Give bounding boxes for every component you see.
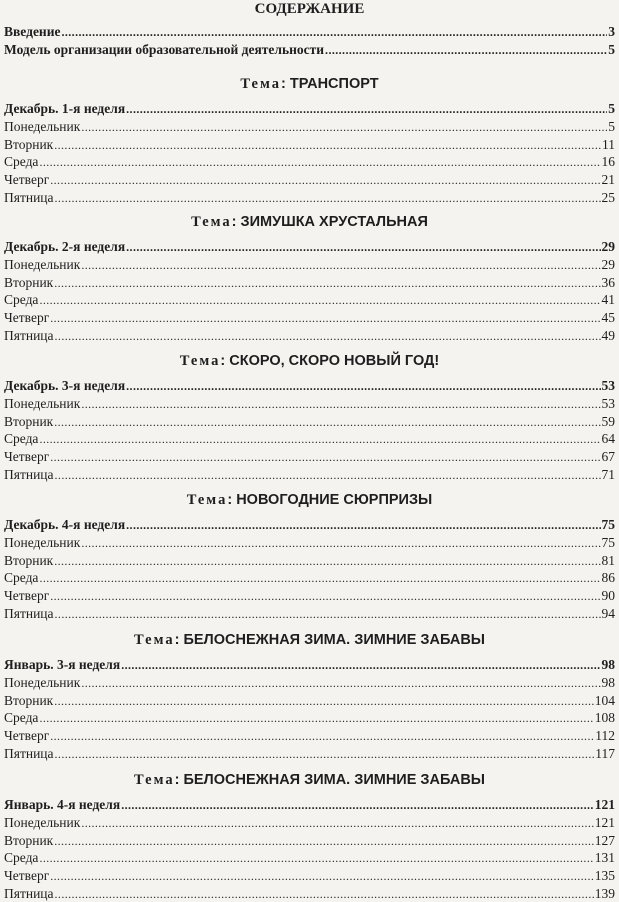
theme-name: ТРАНСПОРТ bbox=[289, 76, 379, 92]
entry-label: Понедельник bbox=[4, 674, 81, 690]
entry-page: 117 bbox=[595, 746, 615, 761]
entry-page: 25 bbox=[601, 190, 615, 205]
theme-name: БЕЛОСНЕЖНАЯ ЗИМА. ЗИМНИЕ ЗАБАВЫ bbox=[183, 772, 485, 788]
entry-page: 75 bbox=[601, 517, 615, 532]
leader-dots bbox=[50, 173, 600, 188]
entry-label: Вторник bbox=[4, 413, 54, 429]
leader-dots bbox=[50, 729, 594, 744]
entry-page: 139 bbox=[594, 886, 615, 901]
entry-page: 5 bbox=[608, 101, 615, 116]
toc-entry-day[interactable] bbox=[4, 309, 615, 326]
leader-dots bbox=[126, 379, 600, 394]
entry-label: Пятница bbox=[4, 886, 54, 901]
leader-dots bbox=[54, 138, 601, 153]
entry-page: 98 bbox=[601, 674, 615, 690]
entry-page: 29 bbox=[601, 239, 615, 254]
toc-entry-week[interactable] bbox=[4, 796, 615, 813]
toc-entry-day[interactable] bbox=[4, 534, 615, 551]
entry-page: 5 bbox=[608, 42, 615, 57]
toc-entry-day[interactable] bbox=[4, 867, 615, 884]
toc-entry-intro[interactable] bbox=[4, 23, 615, 40]
entry-page: 49 bbox=[601, 328, 615, 343]
toc-entry-model[interactable] bbox=[4, 41, 615, 58]
leader-dots bbox=[50, 589, 600, 604]
toc-entry-day[interactable] bbox=[4, 274, 615, 291]
entry-label: Четверг bbox=[4, 449, 50, 465]
entry-page: 36 bbox=[601, 274, 615, 290]
entry-label: Понедельник bbox=[4, 256, 81, 272]
entry-label: Четверг bbox=[4, 172, 50, 188]
leader-dots bbox=[54, 694, 594, 709]
theme-prefix: Тема bbox=[134, 632, 175, 648]
leader-dots bbox=[50, 869, 594, 884]
entry-page: 53 bbox=[601, 395, 615, 411]
entry-page: 98 bbox=[601, 657, 615, 672]
leader-dots bbox=[81, 536, 600, 551]
leader-dots bbox=[39, 851, 593, 866]
leader-dots bbox=[55, 468, 601, 483]
leader-dots bbox=[325, 43, 607, 58]
entry-label: Вторник bbox=[4, 136, 54, 152]
toc-entry-day[interactable] bbox=[4, 605, 615, 622]
entry-label: Январь. 3-я неделя bbox=[4, 657, 121, 672]
leader-dots bbox=[81, 120, 607, 135]
leader-dots bbox=[50, 450, 600, 465]
entry-label: Среда bbox=[4, 292, 39, 308]
toc-entry-day[interactable] bbox=[4, 395, 615, 412]
entry-page: 108 bbox=[594, 710, 615, 726]
entry-label: Четверг bbox=[4, 728, 50, 744]
toc-entry-day[interactable] bbox=[4, 885, 615, 902]
entry-label: Декабрь. 1-я неделя bbox=[4, 101, 126, 116]
entry-label: Пятница bbox=[4, 746, 54, 761]
leader-dots bbox=[39, 293, 600, 308]
entry-page: 5 bbox=[608, 118, 615, 134]
entry-page: 64 bbox=[601, 431, 615, 447]
theme-prefix: Тема bbox=[240, 76, 281, 92]
toc-entry-day[interactable] bbox=[4, 256, 615, 273]
entry-label: Пятница bbox=[4, 190, 54, 205]
entry-page: 112 bbox=[595, 728, 615, 744]
toc-entry-day[interactable] bbox=[4, 118, 615, 135]
entry-page: 121 bbox=[594, 814, 615, 830]
entry-page: 3 bbox=[608, 24, 615, 39]
theme-name: НОВОГОДНИЕ СЮРПРИЗЫ bbox=[236, 492, 433, 508]
leader-dots bbox=[55, 747, 595, 762]
toc-entry-week[interactable] bbox=[4, 656, 615, 673]
section-theme-heading bbox=[0, 770, 619, 790]
entry-label: Понедельник bbox=[4, 534, 81, 550]
section-theme-heading bbox=[0, 490, 619, 510]
leader-dots bbox=[126, 518, 600, 533]
leader-dots bbox=[54, 834, 594, 849]
toc-entry-week[interactable] bbox=[4, 238, 615, 255]
leader-dots bbox=[39, 432, 600, 447]
entry-page: 29 bbox=[601, 256, 615, 272]
toc-entry-day[interactable] bbox=[4, 552, 615, 569]
theme-colon: : bbox=[174, 772, 184, 788]
theme-prefix: Тема bbox=[186, 492, 228, 508]
entry-label: Четверг bbox=[4, 868, 50, 884]
toc-entry-day[interactable] bbox=[4, 709, 615, 726]
entry-page: 104 bbox=[594, 692, 615, 708]
entry-label: Введение bbox=[4, 24, 61, 39]
entry-page: 81 bbox=[601, 552, 615, 568]
theme-colon: : bbox=[231, 214, 241, 230]
leader-dots bbox=[81, 676, 600, 691]
entry-label: Понедельник bbox=[4, 395, 81, 411]
toc-entry-day[interactable] bbox=[4, 587, 615, 604]
entry-label: Среда bbox=[4, 710, 39, 726]
section-theme-heading bbox=[0, 630, 619, 650]
toc-entry-day[interactable] bbox=[4, 692, 615, 709]
leader-dots bbox=[81, 397, 600, 412]
leader-dots bbox=[55, 329, 601, 344]
leader-dots bbox=[54, 276, 600, 291]
entry-page: 67 bbox=[601, 449, 615, 465]
leader-dots bbox=[81, 816, 593, 831]
leader-dots bbox=[126, 240, 600, 255]
toc-entry-day[interactable] bbox=[4, 814, 615, 831]
leader-dots bbox=[81, 258, 600, 273]
leader-dots bbox=[39, 155, 600, 170]
leader-dots bbox=[50, 311, 600, 326]
entry-page: 121 bbox=[594, 797, 615, 812]
leader-dots bbox=[126, 102, 607, 117]
toc-entry-day[interactable] bbox=[4, 291, 615, 308]
section-theme-heading bbox=[0, 74, 619, 94]
theme-prefix: Тема bbox=[191, 214, 232, 230]
leader-dots bbox=[39, 711, 593, 726]
toc-entry-day[interactable] bbox=[4, 327, 615, 344]
toc-entry-day[interactable] bbox=[4, 849, 615, 866]
theme-name: ЗИМУШКА ХРУСТАЛЬНАЯ bbox=[240, 214, 428, 230]
entry-label: Пятница bbox=[4, 328, 54, 343]
theme-colon: : bbox=[227, 492, 237, 508]
toc-entry-week[interactable] bbox=[4, 516, 615, 533]
entry-page: 131 bbox=[594, 850, 615, 866]
toc-entry-day[interactable] bbox=[4, 674, 615, 691]
toc-entry-day[interactable] bbox=[4, 171, 615, 188]
entry-label: Декабрь. 2-я неделя bbox=[4, 239, 126, 254]
toc-entry-day[interactable] bbox=[4, 569, 615, 586]
section-theme-heading bbox=[0, 212, 619, 232]
entry-page: 41 bbox=[601, 292, 615, 308]
entry-page: 135 bbox=[594, 868, 615, 884]
entry-label: Модель организации образовательной деятельности bbox=[4, 42, 325, 57]
entry-label: Среда bbox=[4, 154, 39, 170]
entry-page: 16 bbox=[601, 154, 615, 170]
toc-entry-day[interactable] bbox=[4, 745, 615, 762]
theme-colon: : bbox=[220, 353, 230, 369]
entry-label: Среда bbox=[4, 431, 39, 447]
entry-label: Пятница bbox=[4, 467, 54, 482]
entry-label: Вторник bbox=[4, 692, 54, 708]
toc-entry-week[interactable] bbox=[4, 100, 615, 117]
leader-dots bbox=[39, 571, 600, 586]
entry-label: Вторник bbox=[4, 274, 54, 290]
entry-label: Декабрь. 4-я неделя bbox=[4, 517, 126, 532]
toc-entry-day[interactable] bbox=[4, 136, 615, 153]
entry-label: Четверг bbox=[4, 588, 50, 604]
entry-page: 71 bbox=[601, 467, 615, 482]
toc-entry-day[interactable] bbox=[4, 430, 615, 447]
leader-dots bbox=[55, 191, 601, 206]
entry-page: 53 bbox=[601, 378, 615, 393]
entry-page: 11 bbox=[602, 136, 615, 152]
toc-entry-day[interactable] bbox=[4, 189, 615, 206]
section-theme-heading bbox=[0, 351, 619, 371]
theme-name: СКОРО, СКОРО НОВЫЙ ГОД! bbox=[229, 353, 440, 369]
entry-page: 127 bbox=[594, 832, 615, 848]
entry-label: Вторник bbox=[4, 832, 54, 848]
leader-dots bbox=[121, 658, 600, 673]
entry-page: 90 bbox=[601, 588, 615, 604]
entry-page: 21 bbox=[601, 172, 615, 188]
theme-prefix: Тема bbox=[134, 772, 175, 788]
toc-entry-day[interactable] bbox=[4, 466, 615, 483]
leader-dots bbox=[61, 25, 607, 40]
toc-entry-day[interactable] bbox=[4, 153, 615, 170]
entry-page: 45 bbox=[601, 310, 615, 326]
theme-colon: : bbox=[281, 76, 290, 92]
theme-prefix: Тема bbox=[179, 353, 221, 369]
page-title: СОДЕРЖАНИЕ bbox=[254, 1, 365, 17]
leader-dots bbox=[54, 554, 600, 569]
entry-page: 75 bbox=[601, 534, 615, 550]
leader-dots bbox=[121, 798, 594, 813]
entry-page: 59 bbox=[601, 413, 615, 429]
entry-label: Декабрь. 3-я неделя bbox=[4, 378, 126, 393]
toc-entry-day[interactable] bbox=[4, 832, 615, 849]
theme-name: БЕЛОСНЕЖНАЯ ЗИМА. ЗИМНИЕ ЗАБАВЫ bbox=[183, 632, 485, 648]
entry-label: Понедельник bbox=[4, 118, 81, 134]
toc-entry-week[interactable] bbox=[4, 377, 615, 394]
leader-dots bbox=[54, 415, 600, 430]
entry-label: Вторник bbox=[4, 552, 54, 568]
entry-page: 86 bbox=[601, 570, 615, 586]
theme-colon: : bbox=[174, 632, 184, 648]
toc-entry-day[interactable] bbox=[4, 413, 615, 430]
leader-dots bbox=[55, 607, 601, 622]
toc-entry-day[interactable] bbox=[4, 448, 615, 465]
entry-label: Понедельник bbox=[4, 814, 81, 830]
entry-label: Четверг bbox=[4, 310, 50, 326]
entry-label: Среда bbox=[4, 570, 39, 586]
entry-label: Январь. 4-я неделя bbox=[4, 797, 121, 812]
toc-entry-day[interactable] bbox=[4, 727, 615, 744]
entry-page: 94 bbox=[601, 606, 615, 621]
entry-label: Пятница bbox=[4, 606, 54, 621]
entry-label: Среда bbox=[4, 850, 39, 866]
